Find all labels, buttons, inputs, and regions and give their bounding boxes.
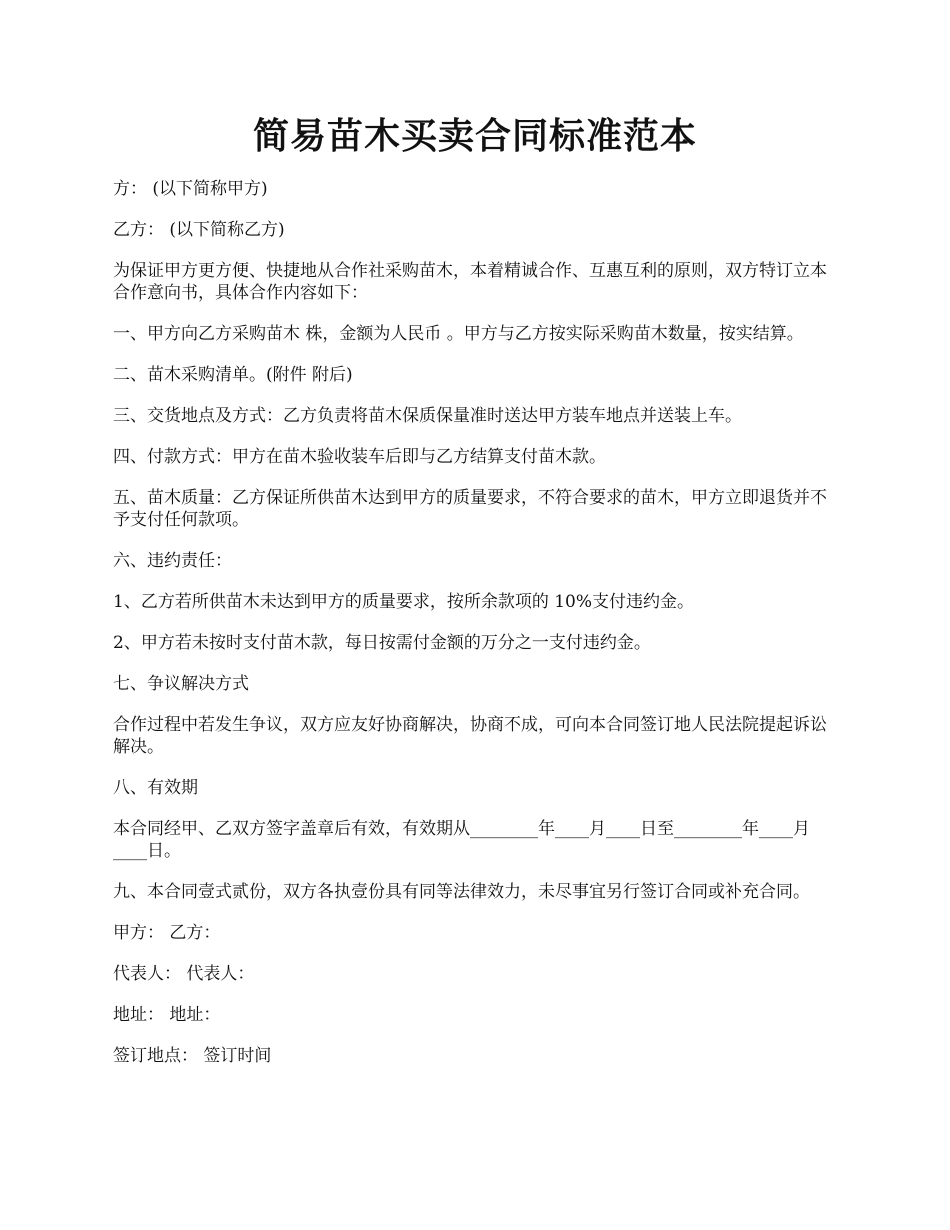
clause-6-item-2: 2、甲方若未按时支付苗木款，每日按需付金额的万分之一支付违约金。 (113, 633, 651, 653)
signature-representatives: 代表人： 代表人： (113, 964, 255, 984)
signature-addresses: 地址： 地址： (113, 1005, 221, 1025)
clause-3: 三、交货地点及方式：乙方负责将苗木保质保量准时送达甲方装车地点并送装上车。 (113, 406, 742, 426)
document-body (113, 178, 839, 1086)
clause-5: 五、苗木质量：乙方保证所供苗木达到甲方的质量要求，不符合要求的苗木，甲方立即退货并不予支付任何款项。 (113, 488, 827, 530)
party-a-line: 方： (以下简称甲方) (113, 179, 268, 199)
clause-6-item-1: 1、乙方若所供苗木未达到甲方的质量要求，按所余款项的 10%支付违约金。 (113, 592, 695, 612)
clause-9: 九、本合同壹式贰份，双方各执壹份具有同等法律效力，未尽事宜另行签订合同或补充合同。 (113, 882, 810, 902)
clause-2: 二、苗木采购清单。(附件 附后) (113, 365, 353, 385)
signature-parties: 甲方： 乙方： (113, 923, 221, 943)
signature-place-time: 签订地点： 签订时间 (113, 1046, 272, 1066)
intro-paragraph: 为保证甲方更方便、快捷地从合作社采购苗木，本着精诚合作、互惠互利的原则，双方特订立本合作意向书，具体合作内容如下： (113, 261, 827, 303)
clause-6-heading: 六、违约责任： (113, 551, 232, 571)
clause-8-body: 本合同经甲、乙双方签字盖章后有效，有效期从________年____月____日至________年____月____日。 (113, 819, 810, 861)
clause-4: 四、付款方式：甲方在苗木验收装车后即与乙方结算支付苗木款。 (113, 447, 606, 467)
party-b-line: 乙方： (以下简称乙方) (113, 220, 285, 240)
clause-8-heading: 八、有效期 (113, 778, 198, 798)
clause-7-body: 合作过程中若发生争议，双方应友好协商解决，协商不成，可向本合同签订地人民法院提起诉讼解决。 (113, 715, 827, 757)
clause-7-heading: 七、争议解决方式 (113, 674, 249, 694)
document-title: 简易苗木买卖合同标准范本 (252, 115, 697, 157)
clause-1: 一、甲方向乙方采购苗木 株，金额为人民币 。甲方与乙方按实际采购苗木数量，按实结算。 (113, 324, 804, 344)
